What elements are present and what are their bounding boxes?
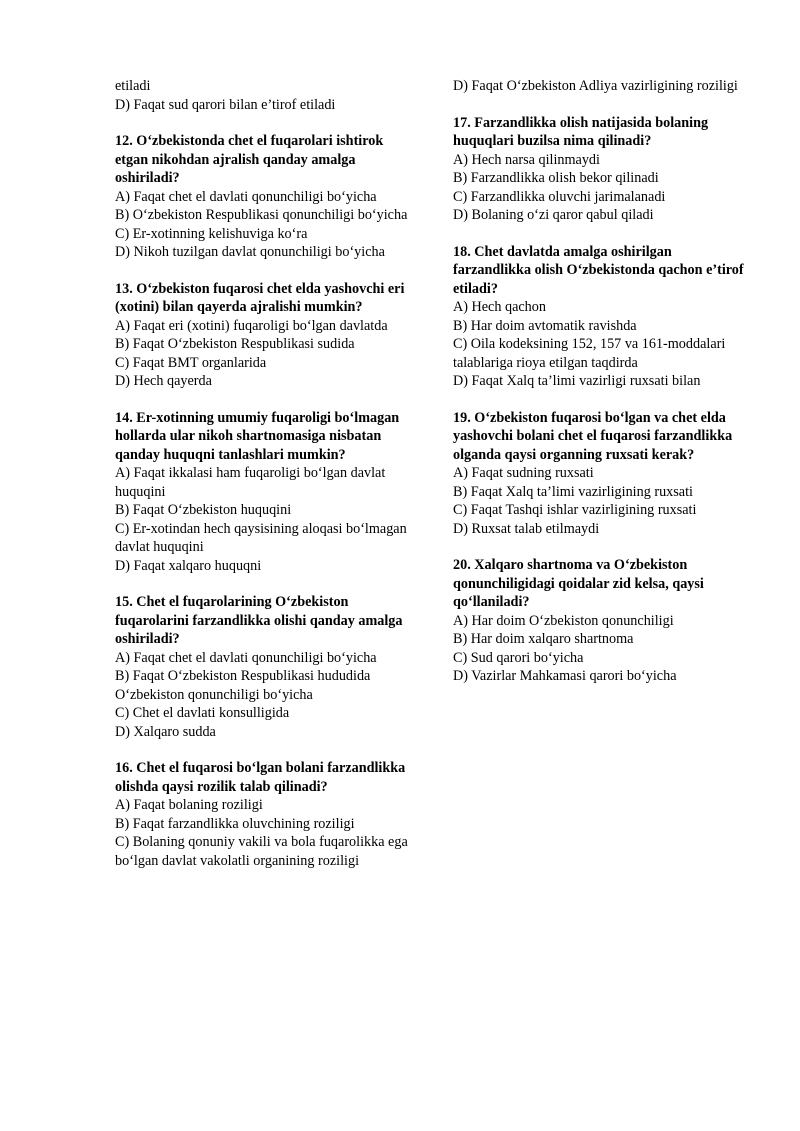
question-19: [453, 409, 753, 539]
answer-option: C) Farzandlikka oluvchi jarimalanadi: [453, 188, 666, 205]
question-12: [115, 132, 415, 262]
question-title: 19. O‘zbekiston fuqarosi bo‘lgan va chet elda yashovchi bolani chet el fuqarosi farzandlikka olganda qaysi organning ruxsati kerak?: [453, 409, 733, 463]
answer-option: B) O‘zbekiston Respublikasi qonunchiligi bo‘yicha: [115, 207, 408, 223]
carryover-line: D) Faqat sud qarori bilan e’tirof etiladi: [115, 96, 336, 113]
answer-option: A) Har doim O‘zbekiston qonunchiligi: [453, 612, 674, 629]
answer-option: D) Bolaning o‘zi qaror qabul qiladi: [453, 207, 654, 223]
answer-option: C) Faqat Tashqi ishlar vazirligining ruxsati: [453, 502, 697, 518]
answer-option: C) Bolaning qonuniy vakili va bola fuqarolikka ega bo‘lgan davlat vakolatli organining roziligi: [115, 834, 408, 869]
question-title: 13. O‘zbekiston fuqarosi chet elda yashovchi eri (xotini) bilan qayerda ajralishi mumkin?: [115, 280, 405, 315]
carryover-block: [115, 77, 415, 114]
answer-option: A) Faqat chet el davlati qonunchiligi bo‘yicha: [115, 188, 377, 205]
question-16: [115, 759, 415, 870]
answer-option: B) Faqat Xalq ta’limi vazirligining ruxsati: [453, 483, 693, 500]
answer-option: C) Sud qarori bo‘yicha: [453, 649, 584, 666]
answer-option: D) Hech qayerda: [115, 373, 212, 389]
answer-option: C) Faqat BMT organlarida: [115, 354, 267, 371]
answer-option: A) Faqat chet el davlati qonunchiligi bo‘yicha: [115, 649, 377, 666]
carryover-line: D) Faqat O‘zbekiston Adliya vazirligining roziligi: [453, 78, 738, 94]
answer-option: C) Er-xotinning kelishuviga ko‘ra: [115, 225, 308, 242]
answer-option: B) Faqat farzandlikka oluvchining roziligi: [115, 815, 355, 832]
answer-option: B) Faqat O‘zbekiston Respublikasi hududida O‘zbekiston qonunchiligi bo‘yicha: [115, 668, 371, 703]
right-column: [453, 77, 753, 686]
question-title: 16. Chet el fuqarosi bo‘lgan bolani farzandlikka olishda qaysi rozilik talab qilinadi?: [115, 760, 406, 795]
answer-option: A) Hech qachon: [453, 299, 546, 315]
question-title: 17. Farzandlikka olish natijasida bolaning huquqlari buzilsa nima qilinadi?: [453, 114, 709, 149]
answer-option: B) Har doim xalqaro shartnoma: [453, 631, 634, 647]
answer-option: A) Faqat eri (xotini) fuqaroligi bo‘lgan davlatda: [115, 317, 388, 334]
question-18: [453, 243, 753, 391]
answer-option: C) Er-xotindan hech qaysisining aloqasi bo‘lmagan davlat huquqini: [115, 520, 407, 555]
question-14: [115, 409, 415, 576]
answer-option: D) Vazirlar Mahkamasi qarori bo‘yicha: [453, 668, 677, 684]
carryover-line: etiladi: [115, 78, 151, 94]
question-20: [453, 556, 753, 686]
question-title: 18. Chet davlatda amalga oshirilgan farzandlikka olish O‘zbekistonda qachon e’tirof etiladi?: [453, 243, 744, 297]
answer-option: B) Har doim avtomatik ravishda: [453, 317, 637, 334]
answer-option: C) Oila kodeksining 152, 157 va 161-moddalari talablariga rioya etilgan taqdirda: [453, 336, 726, 371]
answer-option: A) Hech narsa qilinmaydi: [453, 151, 600, 168]
answer-option: D) Xalqaro sudda: [115, 723, 216, 740]
answer-option: B) Faqat O‘zbekiston Respublikasi sudida: [115, 336, 355, 352]
left-column: [115, 77, 415, 870]
question-title: 12. O‘zbekistonda chet el fuqarolari ishtirok etgan nikohdan ajralish qanday amalga oshiriladi?: [115, 133, 384, 186]
carryover-block: [453, 77, 753, 96]
answer-option: A) Faqat sudning ruxsati: [453, 465, 594, 481]
answer-option: C) Chet el davlati konsulligida: [115, 705, 290, 721]
question-17: [453, 114, 753, 225]
answer-option: D) Ruxsat talab etilmaydi: [453, 520, 600, 537]
answer-option: B) Faqat O‘zbekiston huquqini: [115, 502, 292, 518]
answer-option: D) Faqat Xalq ta’limi vazirligi ruxsati bilan: [453, 373, 701, 389]
answer-option: B) Farzandlikka olish bekor qilinadi: [453, 170, 659, 186]
question-title: 15. Chet el fuqarolarining O‘zbekiston fuqarolarini farzandlikka olishi qanday amalga oshiriladi?: [115, 594, 403, 647]
answer-option: A) Faqat bolaning roziligi: [115, 797, 263, 813]
question-15: [115, 593, 415, 741]
question-title: 20. Xalqaro shartnoma va O‘zbekiston qonunchiligidagi qoidalar zid kelsa, qaysi qo‘llaniladi?: [453, 557, 704, 610]
question-title: 14. Er-xotinning umumiy fuqaroligi bo‘lmagan hollarda ular nikoh shartnomasiga nisbatan qanday huquqni tanlashlari mumkin?: [115, 409, 400, 463]
question-13: [115, 280, 415, 391]
answer-option: D) Faqat xalqaro huquqni: [115, 557, 262, 574]
answer-option: D) Nikoh tuzilgan davlat qonunchiligi bo‘yicha: [115, 244, 385, 260]
answer-option: A) Faqat ikkalasi ham fuqaroligi bo‘lgan davlat huquqini: [115, 465, 386, 500]
